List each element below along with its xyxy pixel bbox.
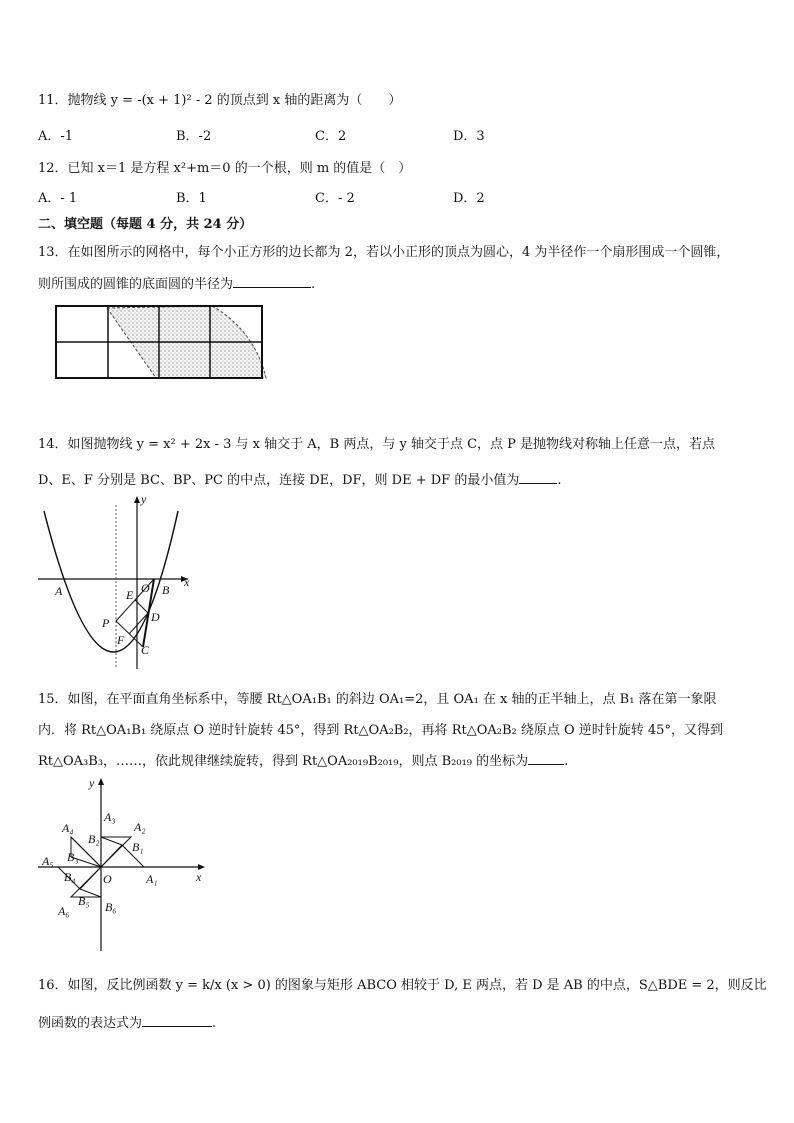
fig14-label-f: F: [117, 633, 125, 647]
fig14-label-y: y: [141, 492, 147, 506]
fig14-label-c: C: [141, 643, 150, 657]
fig15-label-b4: B₄: [64, 870, 76, 884]
fig14-label-e: E: [126, 588, 134, 602]
q16-line1: 16．如图，反比例函数 y = k/x (x > 0) 的图象与矩形 ABCO 相较于 D, E 两点，若 D 是 AB 的中点，S△BDE = 2，则反比: [38, 978, 767, 993]
q16-line2-text: 例函数的表达式为: [38, 1016, 143, 1031]
fig15-label-a4: A₄: [62, 821, 74, 835]
answer-blank-14: [519, 471, 557, 484]
fig15-label-b2: B₂: [88, 832, 100, 846]
fig14-label-d: D: [151, 610, 160, 624]
fig15-label-b3: B₃: [67, 850, 79, 864]
figure-13-grid: [52, 302, 266, 382]
q11-option-b: B．-2: [176, 129, 212, 144]
fig15-label-y: y: [89, 776, 95, 790]
fig15-label-b1: B₁: [132, 840, 144, 854]
q13-line2-text: 则所围成的圆锥的底面圆的半径为: [38, 277, 234, 292]
q12-option-a: A．- 1: [38, 191, 78, 206]
q14-line2: [38, 469, 561, 488]
q13-line2: [38, 273, 315, 292]
q15-line2: 内．将 Rt△OA₁B₁ 绕原点 O 逆时针旋转 45°，得到 Rt△OA₂B₂，再将 Rt△OA₂B₂ 绕原点 O 逆时针旋转 45°，又得到: [38, 723, 723, 738]
q12-option-b: B．1: [176, 191, 207, 206]
fig15-label-a1: A₁: [146, 872, 158, 886]
fig14-label-b: B: [162, 583, 170, 597]
q16-line2: [38, 1012, 216, 1031]
fig14-label-a: A: [55, 584, 63, 598]
q13-end: .: [311, 277, 316, 292]
q12-option-d: D．2: [453, 191, 485, 206]
q14-line2-text: D、E、F 分别是 BC、BP、PC 的中点，连接 DE，DF，则 DE + DF 的最小值为: [38, 473, 520, 488]
q12-stem: 12．已知 x＝1 是方程 x²+m＝0 的一个根，则 m 的值是（ ）: [38, 161, 412, 176]
answer-blank-13: [233, 275, 311, 288]
q12-option-c: C．- 2: [315, 191, 355, 206]
q11-option-c: C．2: [315, 129, 347, 144]
q11-option-d: D．3: [453, 129, 485, 144]
fig15-label-x: x: [196, 870, 202, 884]
q15-line3: [38, 750, 568, 769]
fig14-label-p: P: [102, 616, 110, 630]
section-title: 二、填空题（每题 4 分，共 24 分）: [38, 217, 253, 232]
fig14-label-x: x: [184, 575, 190, 589]
fig15-label-b6: B₆: [105, 900, 117, 914]
fig15-label-a5: A₅: [42, 854, 54, 868]
answer-blank-16: [142, 1014, 212, 1027]
q14-end: .: [557, 473, 562, 488]
figure-14-parabola: [38, 493, 198, 673]
fig14-label-o: O: [141, 581, 150, 595]
figure-15-triangles: [38, 773, 213, 953]
q15-line1: 15．如图，在平面直角坐标系中，等腰 Rt△OA₁B₁ 的斜边 OA₁=2，且 OA₁ 在 x 轴的正半轴上，点 B₁ 落在第一象限: [38, 692, 717, 707]
fig15-label-o: O: [103, 872, 112, 886]
answer-blank-15: [528, 752, 564, 765]
q15-end: .: [564, 754, 569, 769]
q14-line1: 14．如图抛物线 y = x² + 2x - 3 与 x 轴交于 A，B 两点，与 y 轴交于点 C，点 P 是抛物线对称轴上任意一点，若点: [38, 437, 716, 452]
fig15-label-a3: A₃: [104, 810, 116, 824]
q11-option-a: A．-1: [38, 129, 74, 144]
q15-line3-text: Rt△OA₃B₃，……，依此规律继续旋转，得到 Rt△OA₂₀₁₉B₂₀₁₉，则点 B₂₀₁₉ 的坐标为: [38, 754, 529, 769]
parabola-curve: [44, 511, 178, 652]
q13-line1: 13．在如图所示的网格中，每个小正方形的边长都为 2，若以小正形的顶点为圆心，4 为半径作一个扇形围成一个圆锥，: [38, 245, 730, 260]
q11-stem: 11．抛物线 y = -(x + 1)² - 2 的顶点到 x 轴的距离为（ ）: [38, 93, 402, 108]
fig15-label-a2: A₂: [134, 820, 146, 834]
fig15-label-b5: B₅: [78, 894, 90, 908]
q16-end: .: [212, 1016, 217, 1031]
fig15-label-a6: A₆: [58, 904, 70, 918]
